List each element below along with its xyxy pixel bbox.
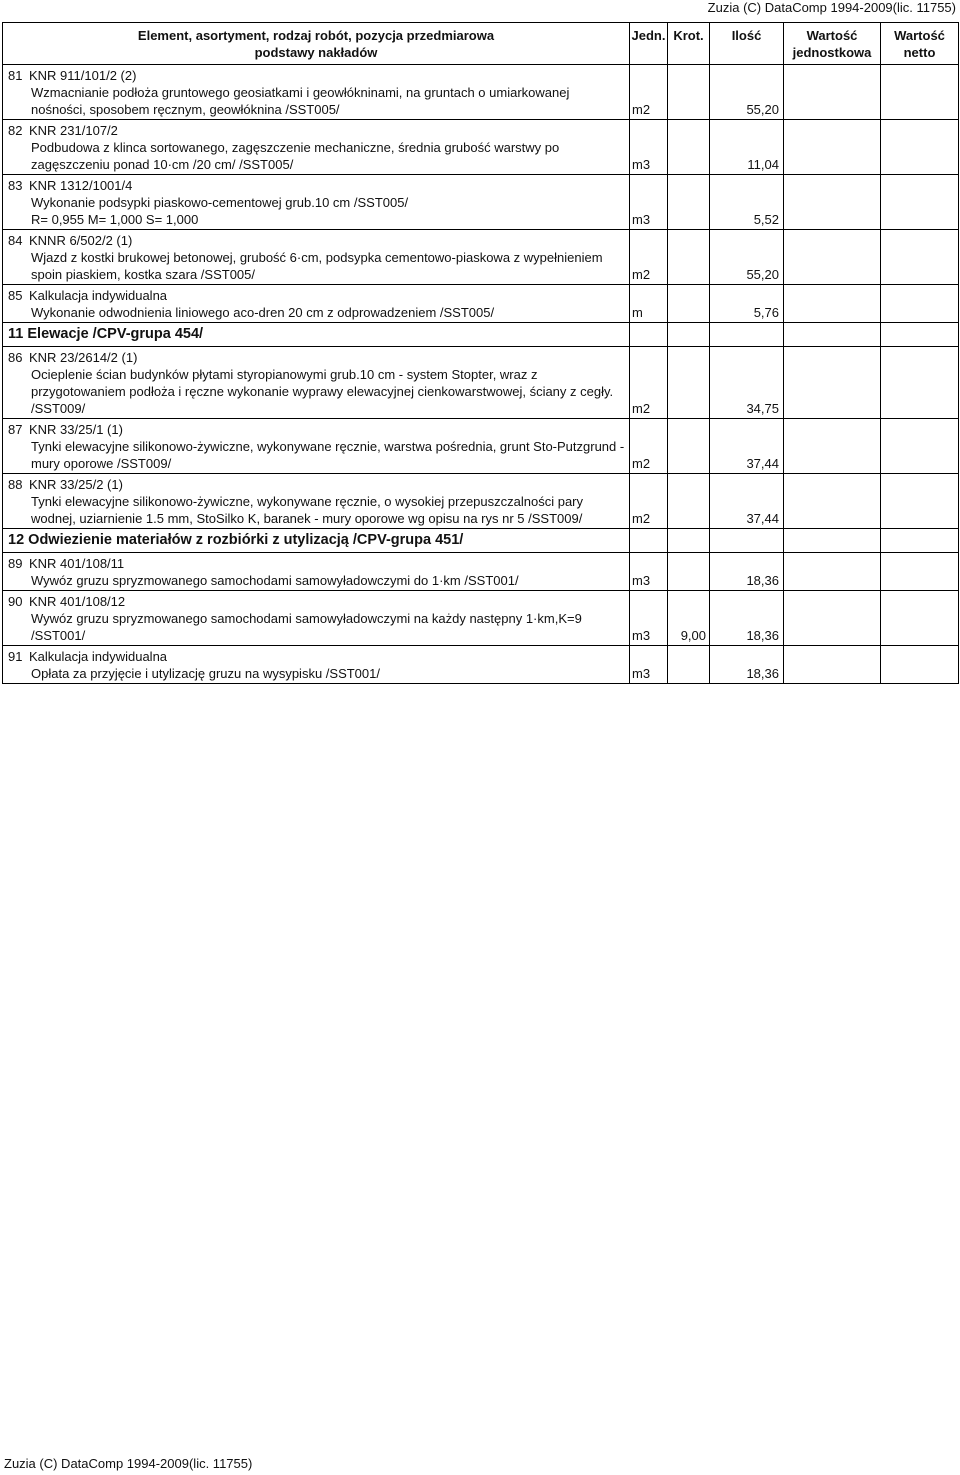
row-text: Wywóz gruzu spryzmowanego samochodami samowyładowczymi na każdy następny 1·km,K=9 /SST001/ xyxy=(31,611,582,643)
row-description xyxy=(3,553,630,591)
row-unit: m2 xyxy=(630,419,668,474)
row-quantity: 18,36 xyxy=(710,553,784,591)
row-quantity: 34,75 xyxy=(710,347,784,419)
row-net-value xyxy=(881,591,959,646)
row-multiplier xyxy=(668,347,710,419)
row-code: Kalkulacja indywidualna xyxy=(29,288,168,303)
section-row xyxy=(3,529,959,553)
row-unit-value xyxy=(784,120,881,175)
row-code: KNR 401/108/11 xyxy=(29,556,125,571)
row-unit-value xyxy=(784,230,881,285)
row-net-value xyxy=(881,347,959,419)
row-unit: m3 xyxy=(630,591,668,646)
table-row xyxy=(3,120,959,175)
row-code: KNR 1312/1001/4 xyxy=(29,178,133,193)
row-quantity: 55,20 xyxy=(710,65,784,120)
row-description xyxy=(3,591,630,646)
table-row xyxy=(3,474,959,529)
row-net-value xyxy=(881,474,959,529)
row-text: Wykonanie odwodnienia liniowego aco-dren 20 cm z odprowadzeniem /SST005/ xyxy=(31,305,495,320)
row-unit-value xyxy=(784,285,881,323)
row-unit: m3 xyxy=(630,646,668,684)
row-net-value xyxy=(881,175,959,230)
row-quantity: 11,04 xyxy=(710,120,784,175)
row-unit: m xyxy=(630,285,668,323)
row-code: KNNR 6/502/2 (1) xyxy=(29,233,133,248)
row-description xyxy=(3,347,630,419)
row-code: KNR 231/107/2 xyxy=(29,123,118,138)
row-multiplier xyxy=(668,646,710,684)
row-unit: m3 xyxy=(630,553,668,591)
row-number: 84 xyxy=(8,233,23,248)
row-number: 86 xyxy=(8,350,23,365)
row-number: 83 xyxy=(8,178,23,193)
row-code: KNR 33/25/2 (1) xyxy=(29,477,123,492)
row-extra: R= 0,955 M= 1,000 S= 1,000 xyxy=(31,212,199,227)
cost-estimate-table xyxy=(2,22,959,684)
row-unit: m3 xyxy=(630,175,668,230)
row-multiplier xyxy=(668,230,710,285)
table-row xyxy=(3,591,959,646)
row-quantity: 5,52 xyxy=(710,175,784,230)
table-row xyxy=(3,175,959,230)
table-row xyxy=(3,230,959,285)
row-unit-value xyxy=(784,553,881,591)
row-description xyxy=(3,646,630,684)
table-row xyxy=(3,65,959,120)
row-unit: m2 xyxy=(630,347,668,419)
row-text: Wywóz gruzu spryzmowanego samochodami samowyładowczymi do 1·km /SST001/ xyxy=(31,573,519,588)
row-net-value xyxy=(881,419,959,474)
row-net-value xyxy=(881,230,959,285)
row-code: KNR 33/25/1 (1) xyxy=(29,422,123,437)
row-number: 87 xyxy=(8,422,23,437)
row-code: KNR 911/101/2 (2) xyxy=(29,68,137,83)
row-net-value xyxy=(881,553,959,591)
row-unit-value xyxy=(784,474,881,529)
row-unit-value xyxy=(784,646,881,684)
table-row xyxy=(3,347,959,419)
row-quantity: 18,36 xyxy=(710,646,784,684)
header-description: Element, asortyment, rodzaj robót, pozycja przedmiarowa podstawy nakładów xyxy=(3,23,630,65)
row-code: Kalkulacja indywidualna xyxy=(29,649,168,664)
row-description xyxy=(3,474,630,529)
row-unit: m3 xyxy=(630,120,668,175)
row-number: 85 xyxy=(8,288,23,303)
row-multiplier xyxy=(668,175,710,230)
row-unit-value xyxy=(784,591,881,646)
row-text: Tynki elewacyjne silikonowo-żywiczne, wykonywane ręcznie, warstwa pośrednia, grunt Sto-Putzgrund - mury oporowe /SST009/ xyxy=(31,439,625,471)
row-description xyxy=(3,285,630,323)
row-number: 81 xyxy=(8,68,23,83)
row-number: 82 xyxy=(8,123,23,138)
row-text: Ocieplenie ścian budynków płytami styropianowymi grub.10 cm - system Stopter, wraz z przygotowaniem podłoża i ręczne wykonanie wyprawy elewacyjnej cienkowarstwowej, ściany z cegły. /SST009/ xyxy=(31,367,614,416)
row-multiplier xyxy=(668,419,710,474)
row-multiplier xyxy=(668,553,710,591)
table-row xyxy=(3,553,959,591)
row-text: Wjazd z kostki brukowej betonowej, grubość 6·cm, podsypka cementowo-piaskowa z wypełnieniem spoin piaskiem, kostka szara /SST005/ xyxy=(31,250,603,282)
row-unit-value xyxy=(784,347,881,419)
row-net-value xyxy=(881,646,959,684)
row-net-value xyxy=(881,65,959,120)
row-number: 91 xyxy=(8,649,23,664)
section-title: 11 Elewacje /CPV-grupa 454/ xyxy=(3,323,630,347)
table-row xyxy=(3,285,959,323)
row-description xyxy=(3,65,630,120)
row-unit: m2 xyxy=(630,230,668,285)
row-number: 88 xyxy=(8,477,23,492)
table-row xyxy=(3,419,959,474)
row-multiplier xyxy=(668,285,710,323)
row-number: 90 xyxy=(8,594,23,609)
row-net-value xyxy=(881,285,959,323)
row-multiplier: 9,00 xyxy=(668,591,710,646)
row-description xyxy=(3,120,630,175)
row-unit: m2 xyxy=(630,65,668,120)
row-number: 89 xyxy=(8,556,23,571)
row-description xyxy=(3,230,630,285)
top-credit: Zuzia (C) DataComp 1994-2009(lic. 11755) xyxy=(707,0,956,15)
row-net-value xyxy=(881,120,959,175)
row-quantity: 55,20 xyxy=(710,230,784,285)
row-unit-value xyxy=(784,419,881,474)
section-row xyxy=(3,323,959,347)
bottom-credit: Zuzia (C) DataComp 1994-2009(lic. 11755) xyxy=(4,1456,253,1471)
row-description xyxy=(3,175,630,230)
row-quantity: 37,44 xyxy=(710,419,784,474)
row-unit-value xyxy=(784,65,881,120)
table-row xyxy=(3,646,959,684)
row-code: KNR 23/2614/2 (1) xyxy=(29,350,138,365)
row-text: Tynki elewacyjne silikonowo-żywiczne, wykonywane ręcznie, o wysokiej przepuszczalności pary wodnej, uziarnienie 1.5 mm, StoSilko K, baranek - mury oporowe wg opisu na rys nr 5 /SST009/ xyxy=(31,494,584,526)
header-jedn: Jedn. xyxy=(630,23,668,65)
row-multiplier xyxy=(668,65,710,120)
row-code: KNR 401/108/12 xyxy=(29,594,126,609)
row-text: Wykonanie podsypki piaskowo-cementowej grub.10 cm /SST005/ xyxy=(31,195,409,210)
row-text: Podbudowa z klinca sortowanego, zagęszczenie mechaniczne, średnia grubość warstwy po zagęszczeniu ponad 10·cm /20 cm/ /SST005/ xyxy=(31,140,560,172)
row-quantity: 18,36 xyxy=(710,591,784,646)
section-title: 12 Odwiezienie materiałów z rozbiórki z utylizacją /CPV-grupa 451/ xyxy=(3,529,630,553)
row-quantity: 37,44 xyxy=(710,474,784,529)
header-krot: Krot. xyxy=(668,23,710,65)
row-quantity: 5,76 xyxy=(710,285,784,323)
row-text: Wzmacnianie podłoża gruntowego geosiatkami i geowłókninami, na gruntach o umiarkowanej nośności, sposobem ręcznym, geowłóknina /SST005/ xyxy=(31,85,570,117)
header-ilosc: Ilość xyxy=(710,23,784,65)
row-unit-value xyxy=(784,175,881,230)
row-multiplier xyxy=(668,474,710,529)
row-unit: m2 xyxy=(630,474,668,529)
row-multiplier xyxy=(668,120,710,175)
row-description xyxy=(3,419,630,474)
header-wartosc-netto: Wartość netto xyxy=(881,23,959,65)
row-text: Opłata za przyjęcie i utylizację gruzu na wysypisku /SST001/ xyxy=(31,666,380,681)
table-header xyxy=(3,23,959,65)
header-wartosc-jednostkowa: Wartość jednostkowa xyxy=(784,23,881,65)
